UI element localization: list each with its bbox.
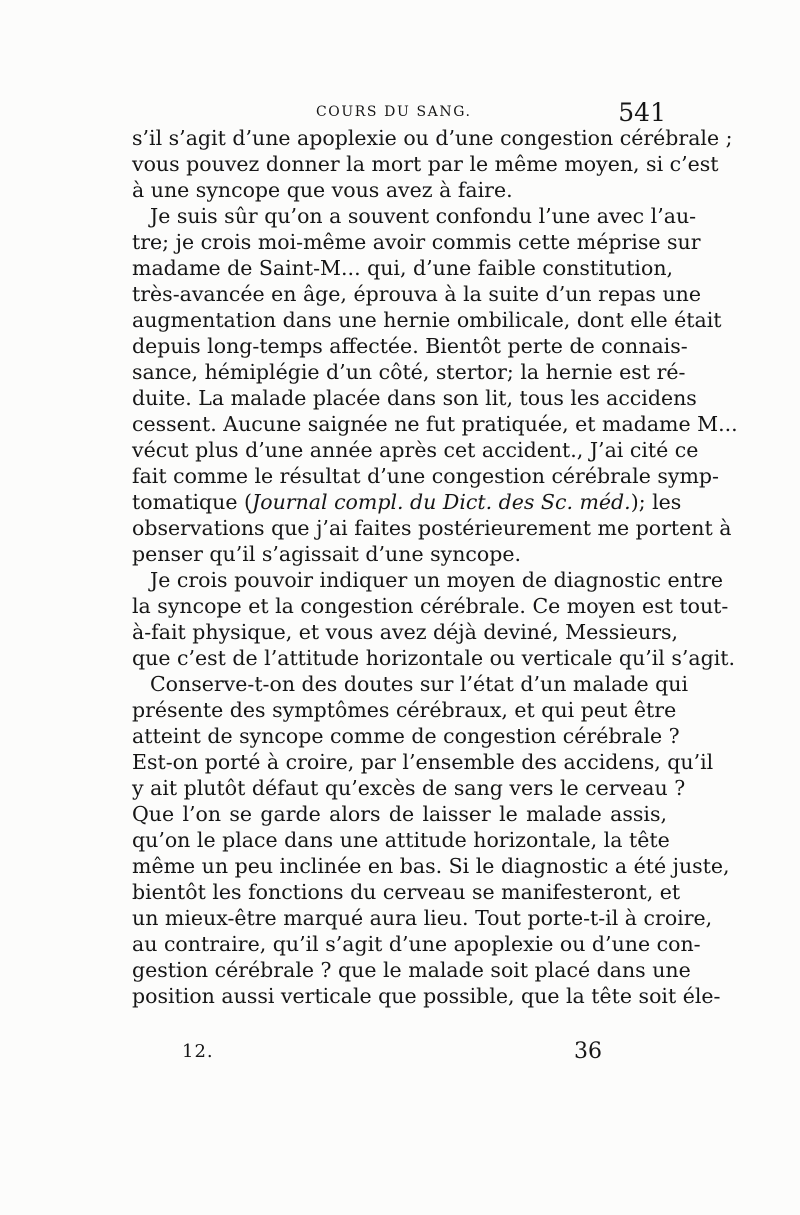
text-line: sance, hémiplégie d’un côté, stertor; la hernie est ré- <box>132 360 686 384</box>
text-line: cessent. Aucune saignée ne fut pratiquée, et madame M... <box>132 412 738 436</box>
citation-italic: Journal compl. du Dict. des Sc. méd. <box>252 490 631 514</box>
text-line: Est-on porté à croire, par l’ensemble des accidens, qu’il <box>132 750 714 774</box>
page-header <box>146 98 666 128</box>
text-line: vous pouvez donner la mort par le même moyen, si c’est <box>132 152 719 176</box>
text-line: observations que j’ai faites postérieurement me portent à <box>132 516 732 540</box>
text-line: Je crois pouvoir indiquer un moyen de diagnostic entre <box>150 568 724 592</box>
text-line: que c’est de l’attitude horizontale ou verticale qu’il s’agit. <box>132 646 736 670</box>
text-line: madame de Saint-M... qui, d’une faible constitution, <box>132 256 674 280</box>
text-line: s’il s’agit d’une apoplexie ou d’une congestion cérébrale ; <box>132 126 733 150</box>
text-line: la syncope et la congestion cérébrale. Ce moyen est tout- <box>132 594 729 618</box>
text-line: augmentation dans une hernie ombilicale, dont elle était <box>132 308 722 332</box>
text-line: très-avancée en âge, éprouva à la suite d’un repas une <box>132 282 701 306</box>
text-line: vécut plus d’une année après cet accident., J’ai cité ce <box>132 438 699 462</box>
folio-number: 36 <box>574 1039 602 1064</box>
text-line: à une syncope que vous avez à faire. <box>132 178 513 202</box>
body-text <box>132 125 738 1009</box>
text-line: y ait plutôt défaut qu’excès de sang vers le cerveau ? <box>132 776 686 800</box>
text-line: au contraire, qu’il s’agit d’une apoplexie ou d’une con- <box>132 932 701 956</box>
text-line: un mieux-être marqué aura lieu. Tout porte-t-il à croire, <box>132 906 713 930</box>
page-footer <box>182 1041 602 1071</box>
text-line: à-fait physique, et vous avez déjà deviné, Messieurs, <box>132 620 679 644</box>
text-line: duite. La malade placée dans son lit, tous les accidens <box>132 386 697 410</box>
text-line: Que l’on se garde alors de laisser le malade assis, <box>132 802 667 826</box>
text-line: bientôt les fonctions du cerveau se manifesteront, et <box>132 880 681 904</box>
text-line: Conserve-t-on des doutes sur l’état d’un malade qui <box>150 672 689 696</box>
text-line: tre; je crois moi-même avoir commis cette méprise sur <box>132 230 701 254</box>
text-line: fait comme le résultat d’une congestion cérébrale symp- <box>132 464 719 488</box>
text-line: même un peu inclinée en bas. Si le diagnostic a été juste, <box>132 854 730 878</box>
text-line: depuis long-temps affectée. Bientôt perte de connais- <box>132 334 688 358</box>
text-line: présente des symptômes cérébraux, et qui peut être <box>132 698 677 722</box>
signature-mark: 12. <box>182 1041 214 1062</box>
text-line: qu’on le place dans une attitude horizontale, la tête <box>132 828 670 852</box>
text-line: penser qu’il s’agissait d’une syncope. <box>132 542 521 566</box>
text-line: atteint de syncope comme de congestion cérébrale ? <box>132 724 680 748</box>
text-line: position aussi verticale que possible, que la tête soit éle- <box>132 984 721 1008</box>
text-line: gestion cérébrale ? que le malade soit placé dans une <box>132 958 691 982</box>
text-line: tomatique (Journal compl. du Dict. des Sc. méd.); les <box>132 490 682 514</box>
running-head: COURS DU SANG. <box>316 104 472 120</box>
text-line: Je suis sûr qu’on a souvent confondu l’une avec l’au- <box>150 204 697 228</box>
page-number: 541 <box>618 98 666 127</box>
